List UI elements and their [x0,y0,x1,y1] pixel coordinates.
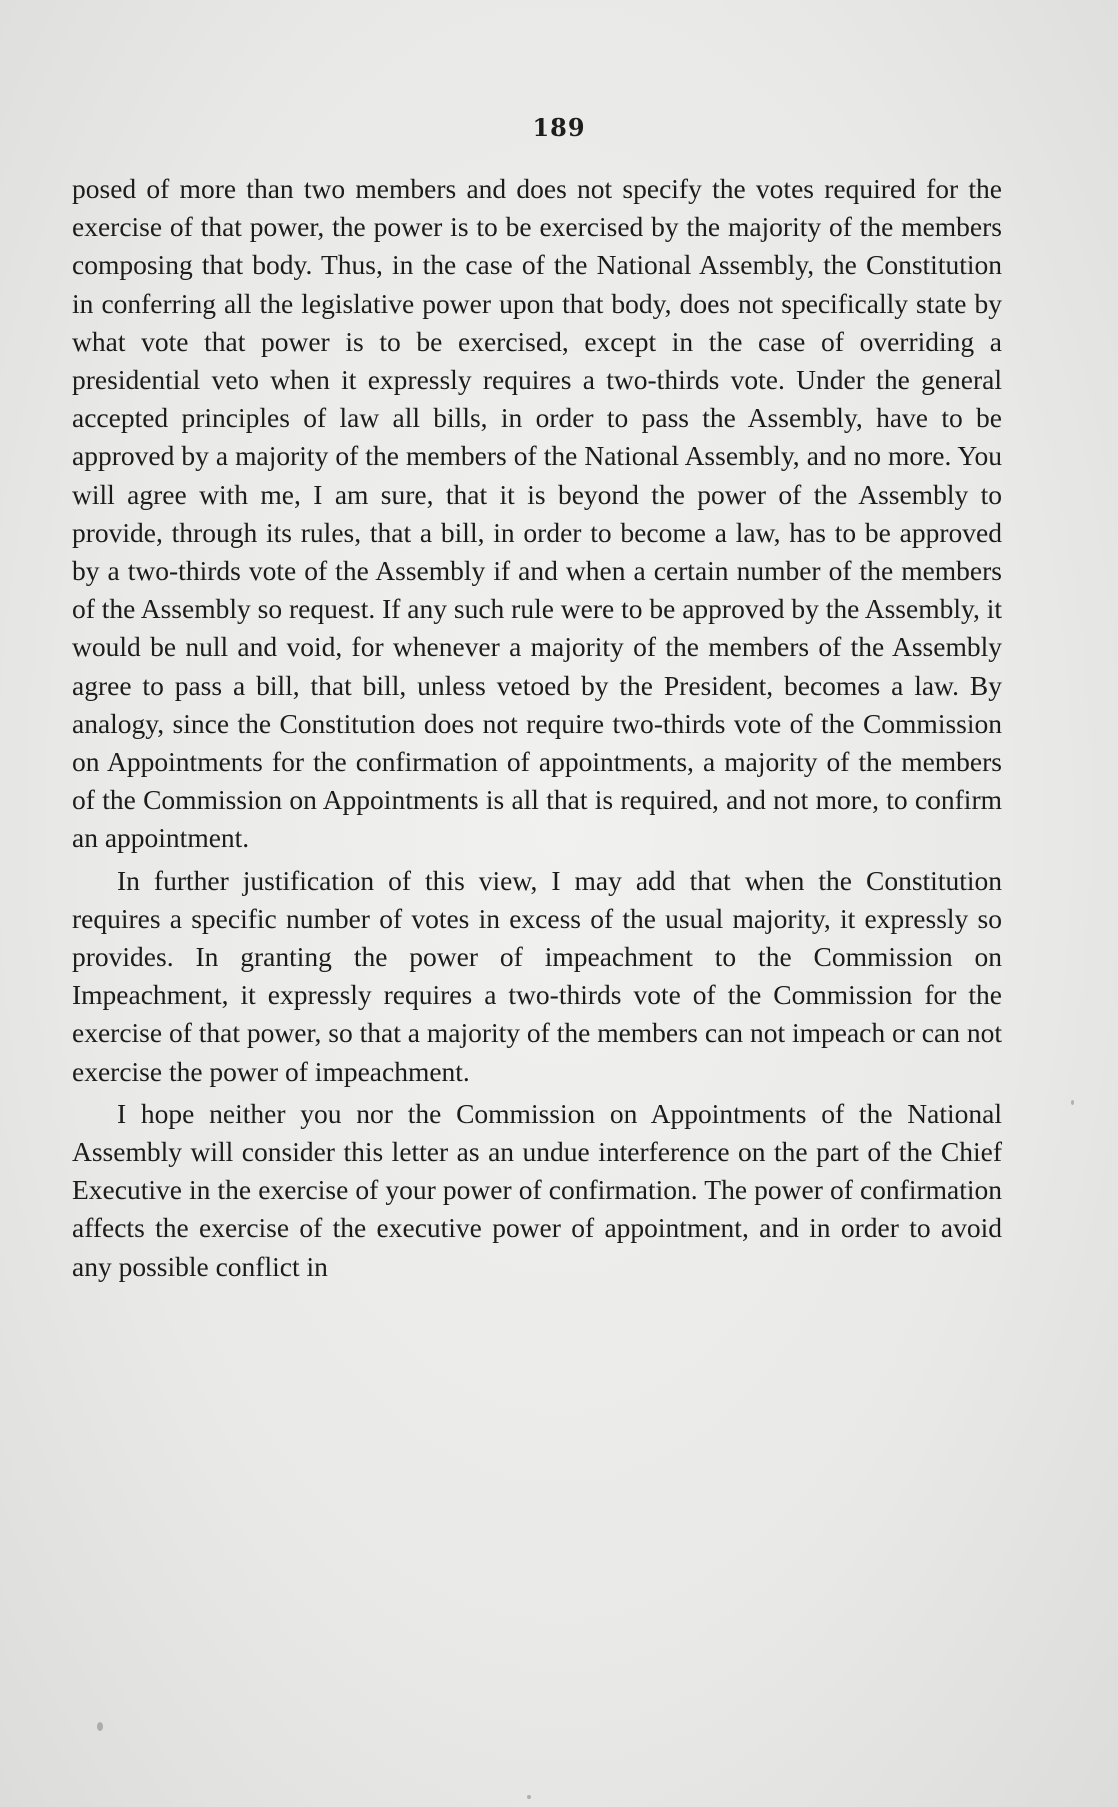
scan-speck [1071,1100,1074,1105]
scan-speck [527,1795,531,1799]
scan-speck [97,1722,103,1731]
page-number: 189 [532,113,586,142]
paragraph-continuation: posed of more than two members and does not specify the votes required for the exercise of that power, the power is to be exercised by the majority of the members composing that body. Thus, in the case of the National Assembly, the Constitution in conferring all the legislative power upon that body, does not specifically state by what vote that power is to be exercised, except in the case of overriding a presidential veto when it expressly requires a two-thirds vote. Under the general accepted principles of law all bills, in order to pass the Assembly, have to be approved by a majority of the members of the National Assembly, and no more. You will agree with me, I am sure, that it is beyond the power of the Assembly to provide, through its rules, that a bill, in order to become a law, has to be approved by a two-thirds vote of the Assembly if and when a certain number of the members of the Assembly so request. If any such rule were to be approved by the Assembly, it would be null and void, for whenever a majority of the members of the Assembly agree to pass a bill, that bill, unless vetoed by the President, becomes a law. By analogy, since the Constitution does not require two-thirds vote of the Commission on Appointments for the confirmation of appointments, a majority of the members of the Commission on Appointments is all that is required, and not more, to confirm an appointment. [72,173,1002,854]
body-text [72,170,1002,1286]
paragraph-justification: In further justification of this view, I may add that when the Constitution requires a specific number of votes in excess of the usual majority, it expressly so provides. In granting the power of impeachment to the Commission on Impeachment, it expressly requires a two-thirds vote of the Commission for the exercise of that power, so that a majority of the members can not impeach or can not exercise the power of impeachment. [72,864,1002,1087]
paragraph-closing: I hope neither you nor the Commission on Appointments of the National Assembly will consider this letter as an undue interference on the part of the Chief Executive in the exercise of your power of confirmation. The power of confirmation affects the exercise of the executive power of appointment, and in order to avoid any possible conflict in [72,1097,1002,1282]
